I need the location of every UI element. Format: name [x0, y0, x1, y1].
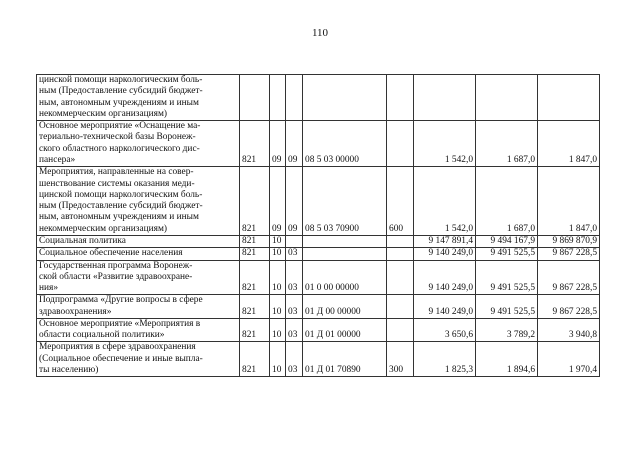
row-name: цинской помощи наркологическим боль- ным (Предоставление субсидий бюджет- ным, автономным учреждениям и иным некоммерческим организациям)	[37, 75, 240, 121]
row-expense-type	[387, 75, 414, 121]
row-subsection: 09	[286, 167, 303, 236]
row-target-article: 08 5 03 70900	[303, 167, 387, 236]
row-section: 10	[270, 235, 286, 247]
table-row	[37, 342, 600, 377]
row-amount-year1: 1 542,0	[414, 121, 476, 167]
row-amount-year2	[476, 75, 538, 121]
row-subsection	[286, 75, 303, 121]
row-name: Социальная политика	[37, 235, 240, 247]
row-grbs	[240, 75, 270, 121]
row-subsection: 03	[286, 342, 303, 377]
page-number: 110	[311, 27, 329, 39]
budget-table	[36, 74, 600, 377]
row-grbs: 821	[240, 121, 270, 167]
table-row	[37, 248, 600, 260]
row-section: 10	[270, 260, 286, 295]
row-amount-year1: 9 140 249,0	[414, 295, 476, 319]
row-target-article: 01 Д 01 00000	[303, 318, 387, 342]
row-grbs: 821	[240, 167, 270, 236]
row-target-article: 01 0 00 00000	[303, 260, 387, 295]
row-subsection: 03	[286, 318, 303, 342]
row-amount-year2: 9 491 525,5	[476, 260, 538, 295]
row-subsection: 03	[286, 295, 303, 319]
row-section: 10	[270, 342, 286, 377]
row-amount-year1	[414, 75, 476, 121]
row-expense-type	[387, 121, 414, 167]
row-expense-type: 600	[387, 167, 414, 236]
row-expense-type	[387, 260, 414, 295]
row-amount-year3: 1 847,0	[538, 121, 600, 167]
row-grbs: 821	[240, 295, 270, 319]
row-amount-year1: 9 147 891,4	[414, 235, 476, 247]
table-row	[37, 235, 600, 247]
row-amount-year3: 9 869 870,9	[538, 235, 600, 247]
table-row	[37, 295, 600, 319]
row-amount-year2: 9 491 525,5	[476, 295, 538, 319]
row-subsection: 09	[286, 121, 303, 167]
table-row	[37, 167, 600, 236]
row-section: 09	[270, 167, 286, 236]
row-name: Основное мероприятие «Мероприятия в области социальной политики»	[37, 318, 240, 342]
row-section: 09	[270, 121, 286, 167]
row-grbs: 821	[240, 235, 270, 247]
row-amount-year2: 1 894,6	[476, 342, 538, 377]
row-grbs: 821	[240, 248, 270, 260]
row-section: 10	[270, 318, 286, 342]
row-expense-type	[387, 235, 414, 247]
row-amount-year1: 3 650,6	[414, 318, 476, 342]
row-amount-year3: 1 847,0	[538, 167, 600, 236]
table-row	[37, 121, 600, 167]
row-name: Основное мероприятие «Оснащение ма- териально-технической базы Воронеж- ского областного наркологического дис- пансера»	[37, 121, 240, 167]
row-target-article	[303, 248, 387, 260]
row-amount-year1: 9 140 249,0	[414, 260, 476, 295]
row-grbs: 821	[240, 318, 270, 342]
row-amount-year3: 9 867 228,5	[538, 260, 600, 295]
row-subsection: 03	[286, 260, 303, 295]
row-expense-type	[387, 318, 414, 342]
row-subsection	[286, 235, 303, 247]
row-section: 10	[270, 248, 286, 260]
row-name: Подпрограмма «Другие вопросы в сфере здравоохранения»	[37, 295, 240, 319]
row-amount-year3: 3 940,8	[538, 318, 600, 342]
row-amount-year3: 9 867 228,5	[538, 248, 600, 260]
row-amount-year3: 1 970,4	[538, 342, 600, 377]
row-name: Государственная программа Воронеж- ской области «Развитие здравоохране- ния»	[37, 260, 240, 295]
table-row	[37, 318, 600, 342]
row-amount-year2: 9 491 525,5	[476, 248, 538, 260]
row-name: Мероприятия в сфере здравоохранения (Социальное обеспечение и иные выпла- ты населению)	[37, 342, 240, 377]
row-target-article: 08 5 03 00000	[303, 121, 387, 167]
row-grbs: 821	[240, 260, 270, 295]
row-amount-year2: 1 687,0	[476, 167, 538, 236]
row-expense-type	[387, 295, 414, 319]
row-amount-year3	[538, 75, 600, 121]
row-target-article	[303, 75, 387, 121]
table-row	[37, 260, 600, 295]
row-name: Мероприятия, направленные на совер- шенствование системы оказания меди- цинской помощи наркологическим боль- ным (Предоставление субсидий бюджет- ным, автономным учреждениям и иным некоммерческим организациям)	[37, 167, 240, 236]
table-row	[37, 75, 600, 121]
row-name: Социальное обеспечение населения	[37, 248, 240, 260]
table-body	[37, 75, 600, 377]
row-amount-year1: 9 140 249,0	[414, 248, 476, 260]
row-target-article: 01 Д 01 70890	[303, 342, 387, 377]
row-amount-year1: 1 542,0	[414, 167, 476, 236]
row-section	[270, 75, 286, 121]
row-amount-year1: 1 825,3	[414, 342, 476, 377]
row-subsection: 03	[286, 248, 303, 260]
row-expense-type: 300	[387, 342, 414, 377]
row-target-article	[303, 235, 387, 247]
row-amount-year3: 9 867 228,5	[538, 295, 600, 319]
row-target-article: 01 Д 00 00000	[303, 295, 387, 319]
row-expense-type	[387, 248, 414, 260]
row-section: 10	[270, 295, 286, 319]
row-amount-year2: 3 789,2	[476, 318, 538, 342]
row-amount-year2: 9 494 167,9	[476, 235, 538, 247]
row-amount-year2: 1 687,0	[476, 121, 538, 167]
row-grbs: 821	[240, 342, 270, 377]
